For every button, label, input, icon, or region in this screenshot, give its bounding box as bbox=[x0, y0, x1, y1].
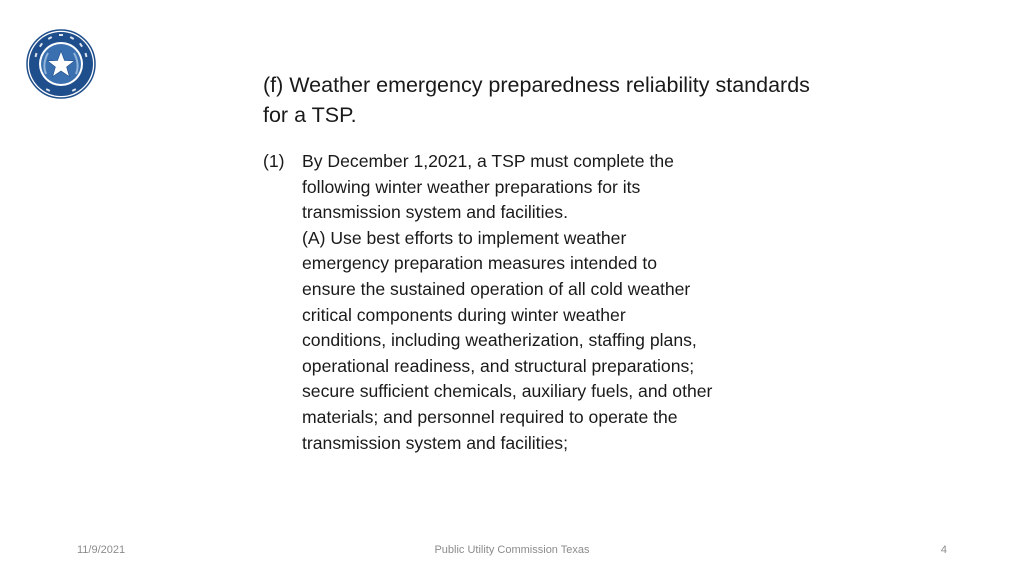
footer-page-number: 4 bbox=[940, 544, 947, 556]
list-item bbox=[263, 149, 823, 456]
footer-date: 11/9/2021 bbox=[77, 544, 126, 556]
slide-body bbox=[263, 149, 823, 456]
list-item-number: (1) bbox=[263, 151, 285, 171]
seal-icon bbox=[26, 29, 96, 99]
slide-title: (f) Weather emergency preparedness reliability standards for a TSP. bbox=[263, 73, 810, 127]
footer-organization: Public Utility Commission Texas bbox=[434, 544, 590, 556]
puc-texas-seal-logo bbox=[26, 29, 96, 99]
list-item-text: By December 1,2021, a TSP must complete the following winter weather preparations for its transmission system and facilities. (A) Use best efforts to implement weather emergency preparation measures intended to ensure the sustained operation of all cold weather critical components during winter weather conditions, including weatherization, staffing plans, operational readiness, and structural preparations; secure sufficient chemicals, auxiliary fuels, and other materials; and personnel required to operate the transmission system and facilities; bbox=[302, 151, 713, 453]
